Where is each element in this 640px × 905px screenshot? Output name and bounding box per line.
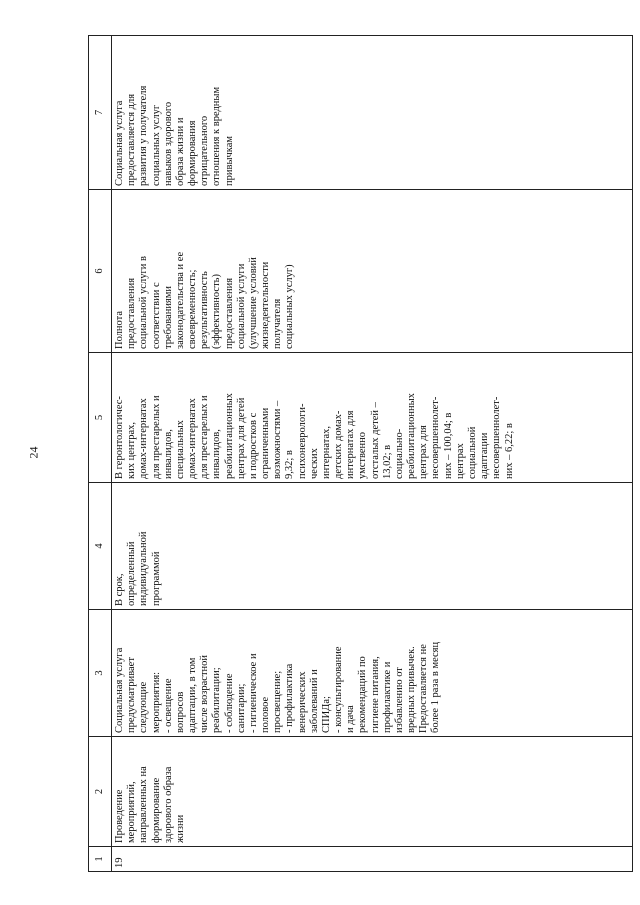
- rotated-table-wrapper: [88, 36, 633, 872]
- service-name-cell: [112, 737, 633, 847]
- page-number: 24: [26, 446, 41, 459]
- norms-text: В геронтологичес- ких центрах, домах-интернатах для престарелых и инвалидов, специальных домах-интернатах для престарелых и инвалидов, реабилитационных центрах для детей и подростков с ограниченными возможностями – 9,32; в психоневрологи- ческих интернатах, детских домах- интернатах для умственно отсталых детей – 13,02; в социально- реабилитационных центрах для несовершеннолет- них – 100,04; в центрах социальной адаптации несовершеннолет- них – 6,22; в: [114, 393, 515, 479]
- column-header: 1: [89, 847, 112, 872]
- service-name: Проведение мероприятий, направленных на формирование здорового образа жизни: [114, 766, 186, 843]
- column-header: 7: [89, 36, 112, 190]
- service-description-cell: [112, 610, 633, 737]
- column-header: 4: [89, 483, 112, 610]
- column-header: 2: [89, 737, 112, 847]
- service-term: В срок, определенный индивидуальной программой: [114, 531, 162, 606]
- table-row: [112, 36, 633, 872]
- row-number: 19: [114, 857, 125, 868]
- column-header: 6: [89, 190, 112, 353]
- service-term-cell: [112, 483, 633, 610]
- quality-indicators-cell: [112, 190, 633, 353]
- services-table: [88, 35, 633, 872]
- quality-indicators: Полнота предоставления социальной услуги в соответствии с требованиями законодательства и ее своевременность; результативность (эффективность) предоставления социальной услуги (улучшение условий жизнедеятельности получателя социальных услуг): [114, 251, 296, 349]
- header-row: [89, 36, 112, 872]
- row-number-cell: [112, 847, 633, 872]
- norms-cell: [112, 353, 633, 483]
- column-header: 3: [89, 610, 112, 737]
- service-description: Социальная услуга предусматривает следующие мероприятия: - освещение вопросов адаптации, в том числе возрастной реабилитации; - соблюдение санитарии; - гигиеническое и половое просвещение; - профилактика венерических заболеваний и СПИДа; - консультирование и дача рекомендаций по гигиене питания, профилактике и избавлению от вредных привычек. Предоставляется не более 1 раза в месяц: [114, 641, 442, 733]
- conditions-cell: [112, 36, 633, 190]
- conditions-text: Социальная услуга предоставляется для развития у получателя социальных услуг навыков здорового образа жизни и формирования отрицательного отношения к вредным привычкам: [114, 85, 235, 186]
- column-header: 5: [89, 353, 112, 483]
